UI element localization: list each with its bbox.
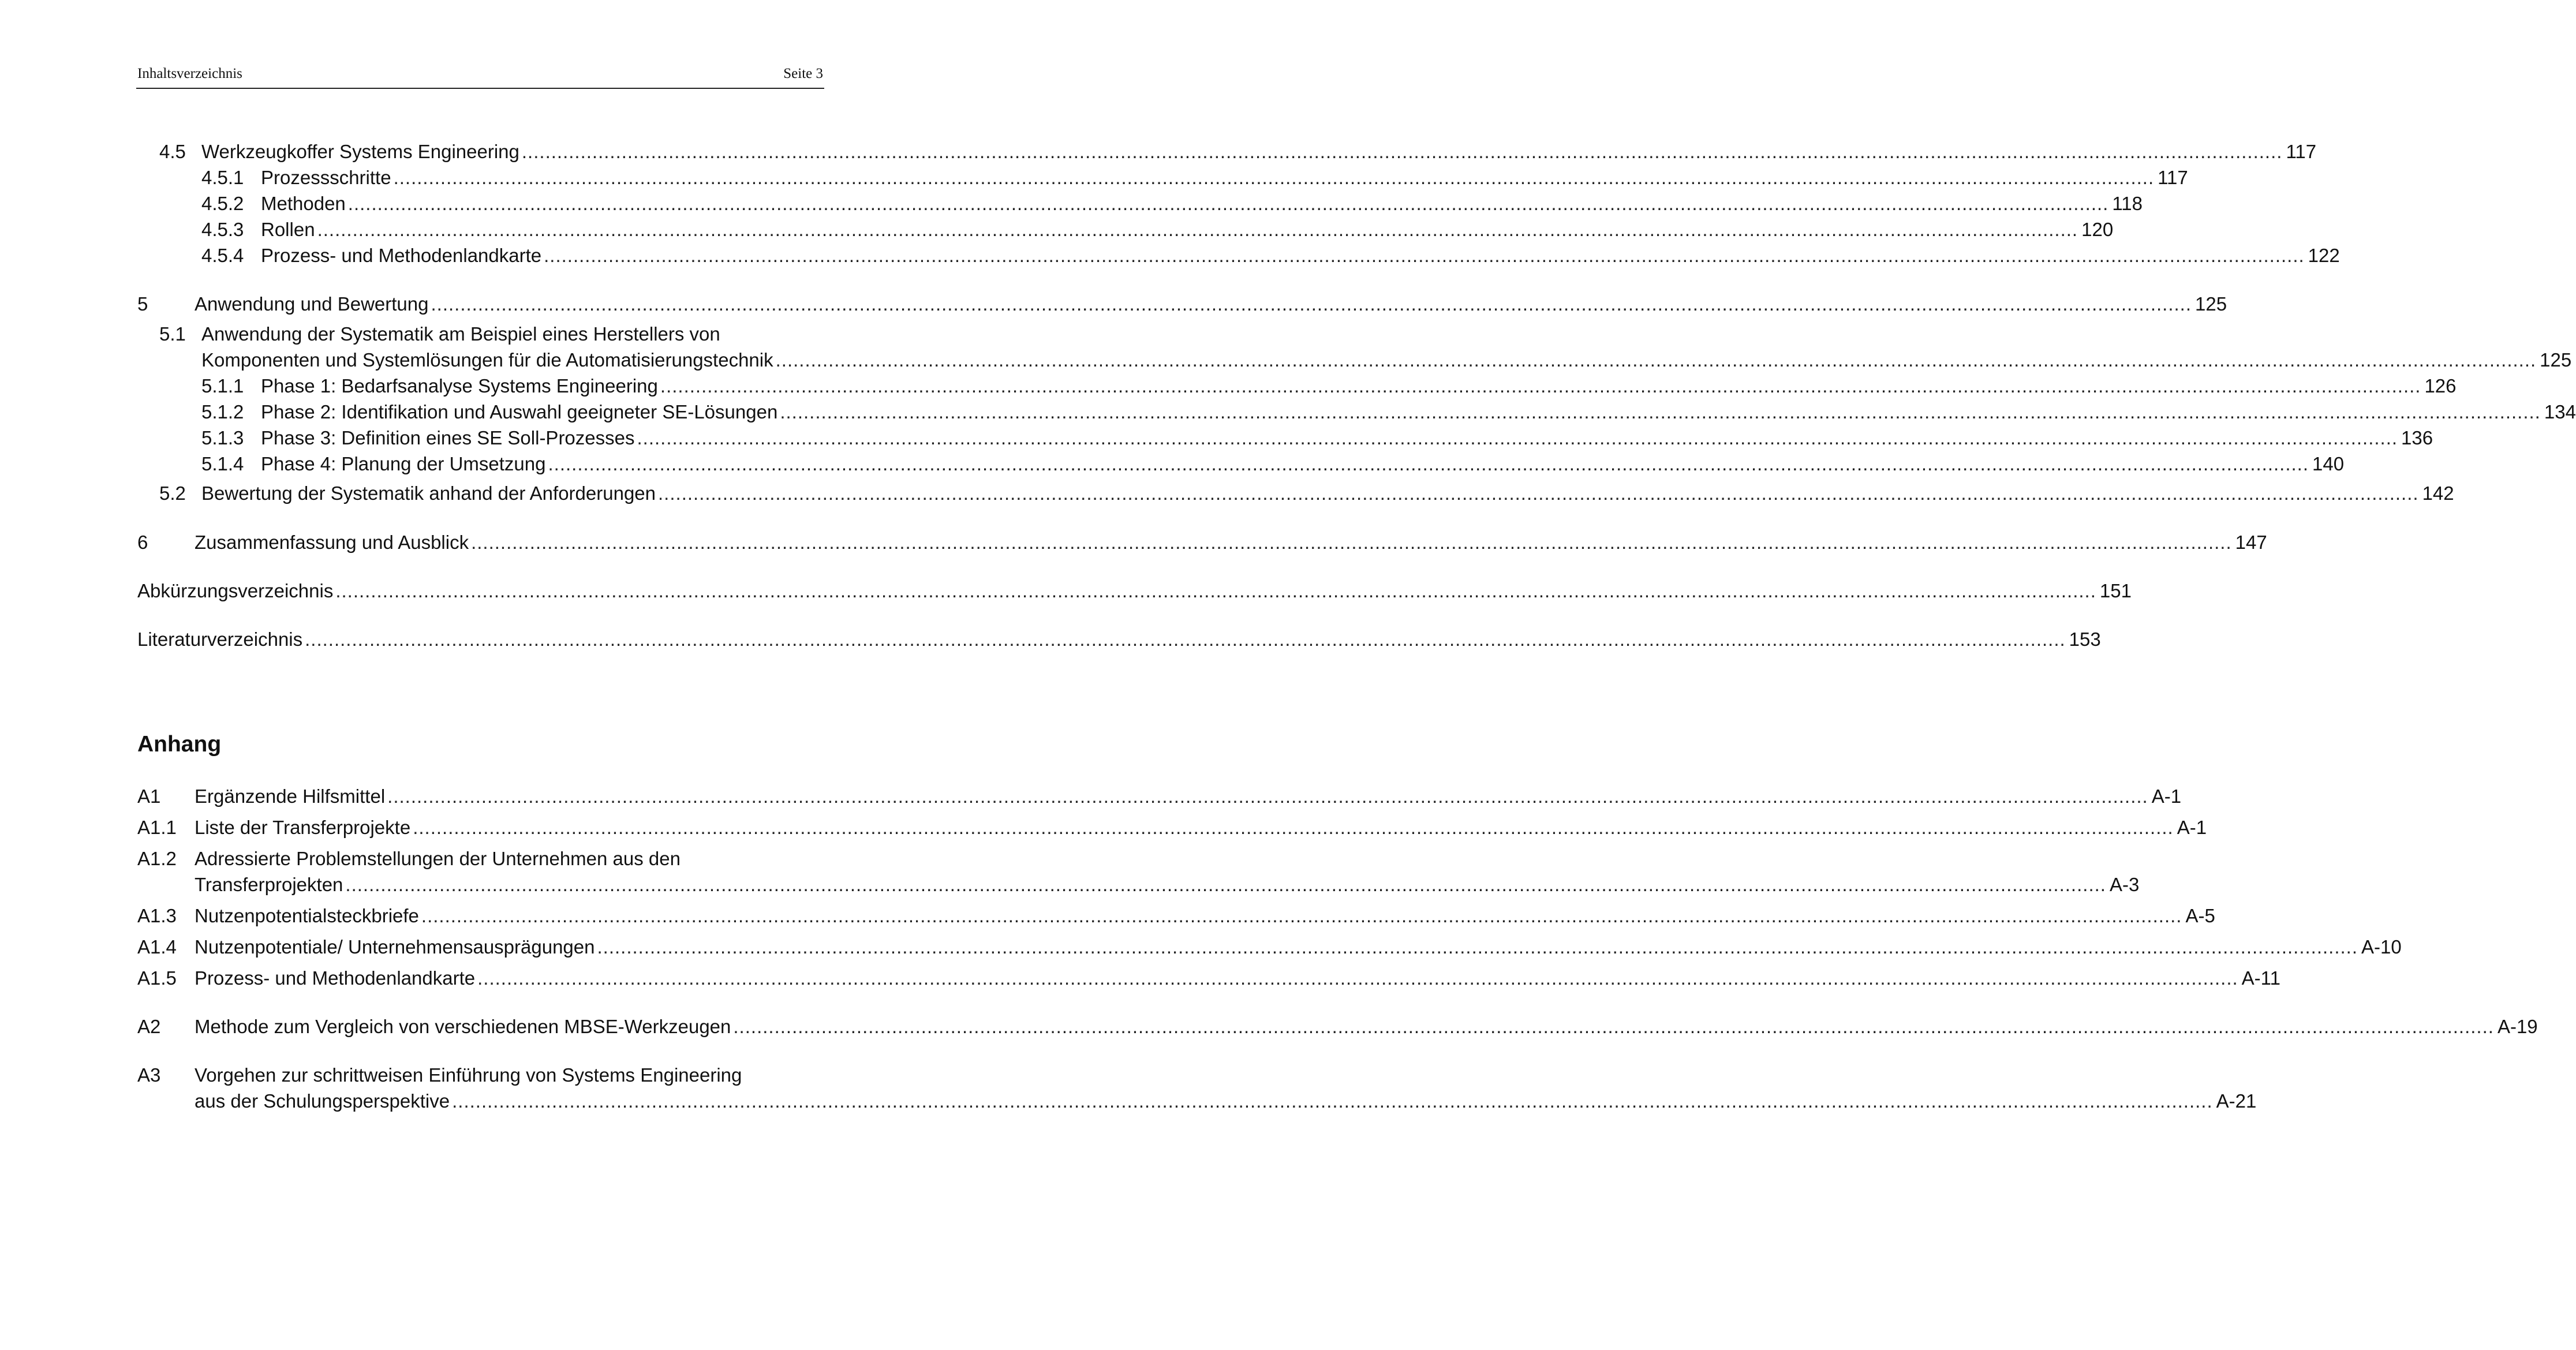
toc-number: A2 <box>137 1016 161 1037</box>
toc-leader: ............................................................................................................................................................................................................................................................................................................ <box>452 1090 2213 1112</box>
toc-leader: ............................................................................................................................................................................................................................................................................................................ <box>335 580 2096 601</box>
toc-entry-5-2[interactable] <box>136 480 2454 506</box>
toc-page: A-3 <box>2109 874 2140 895</box>
toc-title: Rollen <box>261 219 315 240</box>
toc-entry-4-5-4[interactable] <box>136 242 2340 268</box>
toc-title: Ergänzende Hilfsmittel <box>195 786 386 807</box>
toc-page: A-11 <box>2241 967 2280 989</box>
toc-page: 126 <box>2424 375 2457 397</box>
toc-page: 120 <box>2081 219 2114 240</box>
toc-page: 125 <box>2195 293 2227 315</box>
toc-number: 4.5.3 <box>201 219 244 240</box>
toc-title: Liste der Transferprojekte <box>195 817 411 838</box>
toc-number: 5.1.3 <box>201 427 244 448</box>
header-title: Inhaltsverzeichnis <box>137 66 242 81</box>
toc-title: Methoden <box>261 193 346 214</box>
toc-title: Methode zum Vergleich von verschiedenen MBSE-Werkzeugen <box>195 1016 731 1037</box>
toc-page: 136 <box>2401 427 2433 448</box>
toc-page: 118 <box>2112 193 2143 214</box>
toc-leader: ............................................................................................................................................................................................................................................................................................................ <box>548 453 2309 474</box>
toc-page: 140 <box>2312 453 2345 474</box>
toc-number: 4.5.1 <box>201 167 244 188</box>
toc-title: Prozess- und Methodenlandkarte <box>195 967 476 989</box>
toc-number: 6 <box>137 532 148 553</box>
toc-leader: ............................................................................................................................................................................................................................................................................................................ <box>780 401 2541 422</box>
appendix-entry-a1-1[interactable] <box>136 814 2207 840</box>
toc-number: 4.5.4 <box>201 245 244 266</box>
toc-title: aus der Schulungsperspektive <box>195 1090 450 1112</box>
toc-entry-5-1-cont[interactable] <box>136 347 2572 373</box>
toc-page: 147 <box>2235 532 2267 553</box>
toc-number: A1.1 <box>137 817 177 838</box>
toc-page: 134 <box>2544 401 2576 422</box>
toc-leader: ............................................................................................................................................................................................................................................................................................................ <box>413 817 2174 838</box>
toc-page: A-5 <box>2185 905 2215 926</box>
toc-entry-5-1[interactable] <box>136 321 824 347</box>
appendix-entry-a3[interactable] <box>136 1062 824 1088</box>
toc-page: A-19 <box>2497 1016 2538 1037</box>
toc-title: Komponenten und Systemlösungen für die Automatisierungstechnik <box>201 349 773 371</box>
toc-title: Transferprojekten <box>195 874 343 895</box>
toc-number: A1.5 <box>137 967 177 989</box>
toc-leader: ............................................................................................................................................................................................................................................................................................................ <box>387 786 2148 807</box>
toc-number: 5.1.1 <box>201 375 244 397</box>
toc-page: 117 <box>2286 141 2317 162</box>
appendix-entry-a1-4[interactable] <box>136 934 2402 960</box>
toc-page: A-10 <box>2361 936 2402 958</box>
toc-leader: ............................................................................................................................................................................................................................................................................................................ <box>637 427 2398 448</box>
toc-entry-bibliography[interactable] <box>136 626 2101 652</box>
toc-leader: ............................................................................................................................................................................................................................................................................................................ <box>317 219 2078 240</box>
toc-entry-4-5-1[interactable] <box>136 164 2188 190</box>
header-page-number: Seite 3 <box>783 66 823 81</box>
toc-leader: ............................................................................................................................................................................................................................................................................................................ <box>347 193 2109 214</box>
appendix-entry-a1-2-cont[interactable] <box>136 872 2140 897</box>
toc-leader: ............................................................................................................................................................................................................................................................................................................ <box>521 141 2283 162</box>
toc-number: A3 <box>137 1064 161 1086</box>
toc-leader: ............................................................................................................................................................................................................................................................................................................ <box>305 629 2066 650</box>
toc-entry-4-5-2[interactable] <box>136 190 2143 216</box>
toc-title: Abkürzungsverzeichnis <box>137 580 334 601</box>
toc-title: Phase 1: Bedarfsanalyse Systems Engineering <box>261 375 658 397</box>
toc-title: Anwendung und Bewertung <box>195 293 429 315</box>
toc-leader: ............................................................................................................................................................................................................................................................................................................ <box>393 167 2155 188</box>
toc-title: Nutzenpotentialsteckbriefe <box>195 905 419 926</box>
toc-entry-5-1-3[interactable] <box>136 425 2433 451</box>
toc-entry-4-5[interactable] <box>136 139 2317 164</box>
toc-title: Phase 2: Identifikation und Auswahl geeigneter SE-Lösungen <box>261 401 778 422</box>
toc-leader: ............................................................................................................................................................................................................................................................................................................ <box>544 245 2305 266</box>
toc-entry-5-1-4[interactable] <box>136 451 2345 477</box>
toc-leader: ............................................................................................................................................................................................................................................................................................................ <box>477 967 2238 989</box>
toc-title: Zusammenfassung und Ausblick <box>195 532 469 553</box>
toc-number: A1 <box>137 786 161 807</box>
toc-entry-5-1-1[interactable] <box>136 373 2457 399</box>
toc-title: Prozess- und Methodenlandkarte <box>261 245 542 266</box>
toc-page: A-21 <box>2216 1090 2257 1112</box>
toc-page: 122 <box>2308 245 2340 266</box>
toc-title-line1: Vorgehen zur schrittweisen Einführung von Systems Engineering <box>195 1064 742 1086</box>
toc-page: 125 <box>2540 349 2572 371</box>
toc-page: A-1 <box>2151 786 2182 807</box>
appendix-entry-a1[interactable] <box>136 783 2182 809</box>
toc-number: 4.5.2 <box>201 193 244 214</box>
toc-leader: ............................................................................................................................................................................................................................................................................................................ <box>733 1016 2494 1037</box>
toc-leader: ............................................................................................................................................................................................................................................................................................................ <box>421 905 2182 926</box>
toc-number: A1.2 <box>137 848 177 869</box>
page-header <box>136 62 824 89</box>
toc-title-line1: Anwendung der Systematik am Beispiel eines Herstellers von <box>201 323 720 345</box>
toc-entry-4-5-3[interactable] <box>136 216 2114 242</box>
toc-title: Bewertung der Systematik anhand der Anforderungen <box>201 483 656 504</box>
appendix-heading: Anhang <box>137 732 222 757</box>
toc-title: Werkzeugkoffer Systems Engineering <box>201 141 519 162</box>
appendix-entry-a1-5[interactable] <box>136 965 2280 991</box>
toc-title: Prozessschritte <box>261 167 391 188</box>
toc-title: Literaturverzeichnis <box>137 629 303 650</box>
toc-title: Phase 4: Planung der Umsetzung <box>261 453 546 474</box>
toc-entry-6[interactable] <box>136 529 2267 555</box>
toc-number: 5.2 <box>159 483 186 504</box>
toc-leader: ............................................................................................................................................................................................................................................................................................................ <box>345 874 2106 895</box>
toc-leader: ............................................................................................................................................................................................................................................................................................................ <box>775 349 2537 371</box>
toc-page: 117 <box>2158 167 2188 188</box>
toc-number: 5.1.2 <box>201 401 244 422</box>
toc-title: Phase 3: Definition eines SE Soll-Prozesses <box>261 427 635 448</box>
toc-entry-5[interactable] <box>136 291 2227 317</box>
toc-number: A1.3 <box>137 905 177 926</box>
appendix-entry-a3-cont[interactable] <box>136 1088 2257 1114</box>
appendix-entry-a1-3[interactable] <box>136 903 2215 929</box>
toc-leader: ............................................................................................................................................................................................................................................................................................................ <box>660 375 2421 397</box>
toc-entry-5-1-2[interactable] <box>136 399 2576 425</box>
toc-leader: ............................................................................................................................................................................................................................................................................................................ <box>597 936 2358 958</box>
toc-number: A1.4 <box>137 936 177 958</box>
toc-leader: ............................................................................................................................................................................................................................................................................................................ <box>471 532 2232 553</box>
toc-number: 4.5 <box>159 141 186 162</box>
appendix-entry-a1-2[interactable] <box>136 846 824 872</box>
toc-page: 153 <box>2069 629 2101 650</box>
toc-number: 5 <box>137 293 148 315</box>
toc-page: 142 <box>2422 483 2454 504</box>
toc-entry-abbreviations[interactable] <box>136 578 2132 604</box>
toc-number: 5.1.4 <box>201 453 244 474</box>
toc-leader: ............................................................................................................................................................................................................................................................................................................ <box>658 483 2419 504</box>
toc-title-line1: Adressierte Problemstellungen der Unternehmen aus den <box>195 848 681 869</box>
toc-page: A-1 <box>2177 817 2207 838</box>
toc-title: Nutzenpotentiale/ Unternehmensausprägungen <box>195 936 595 958</box>
toc-leader: ............................................................................................................................................................................................................................................................................................................ <box>431 293 2192 315</box>
toc-page: 151 <box>2099 580 2132 601</box>
toc-number: 5.1 <box>159 323 186 345</box>
appendix-entry-a2[interactable] <box>136 1014 2538 1039</box>
